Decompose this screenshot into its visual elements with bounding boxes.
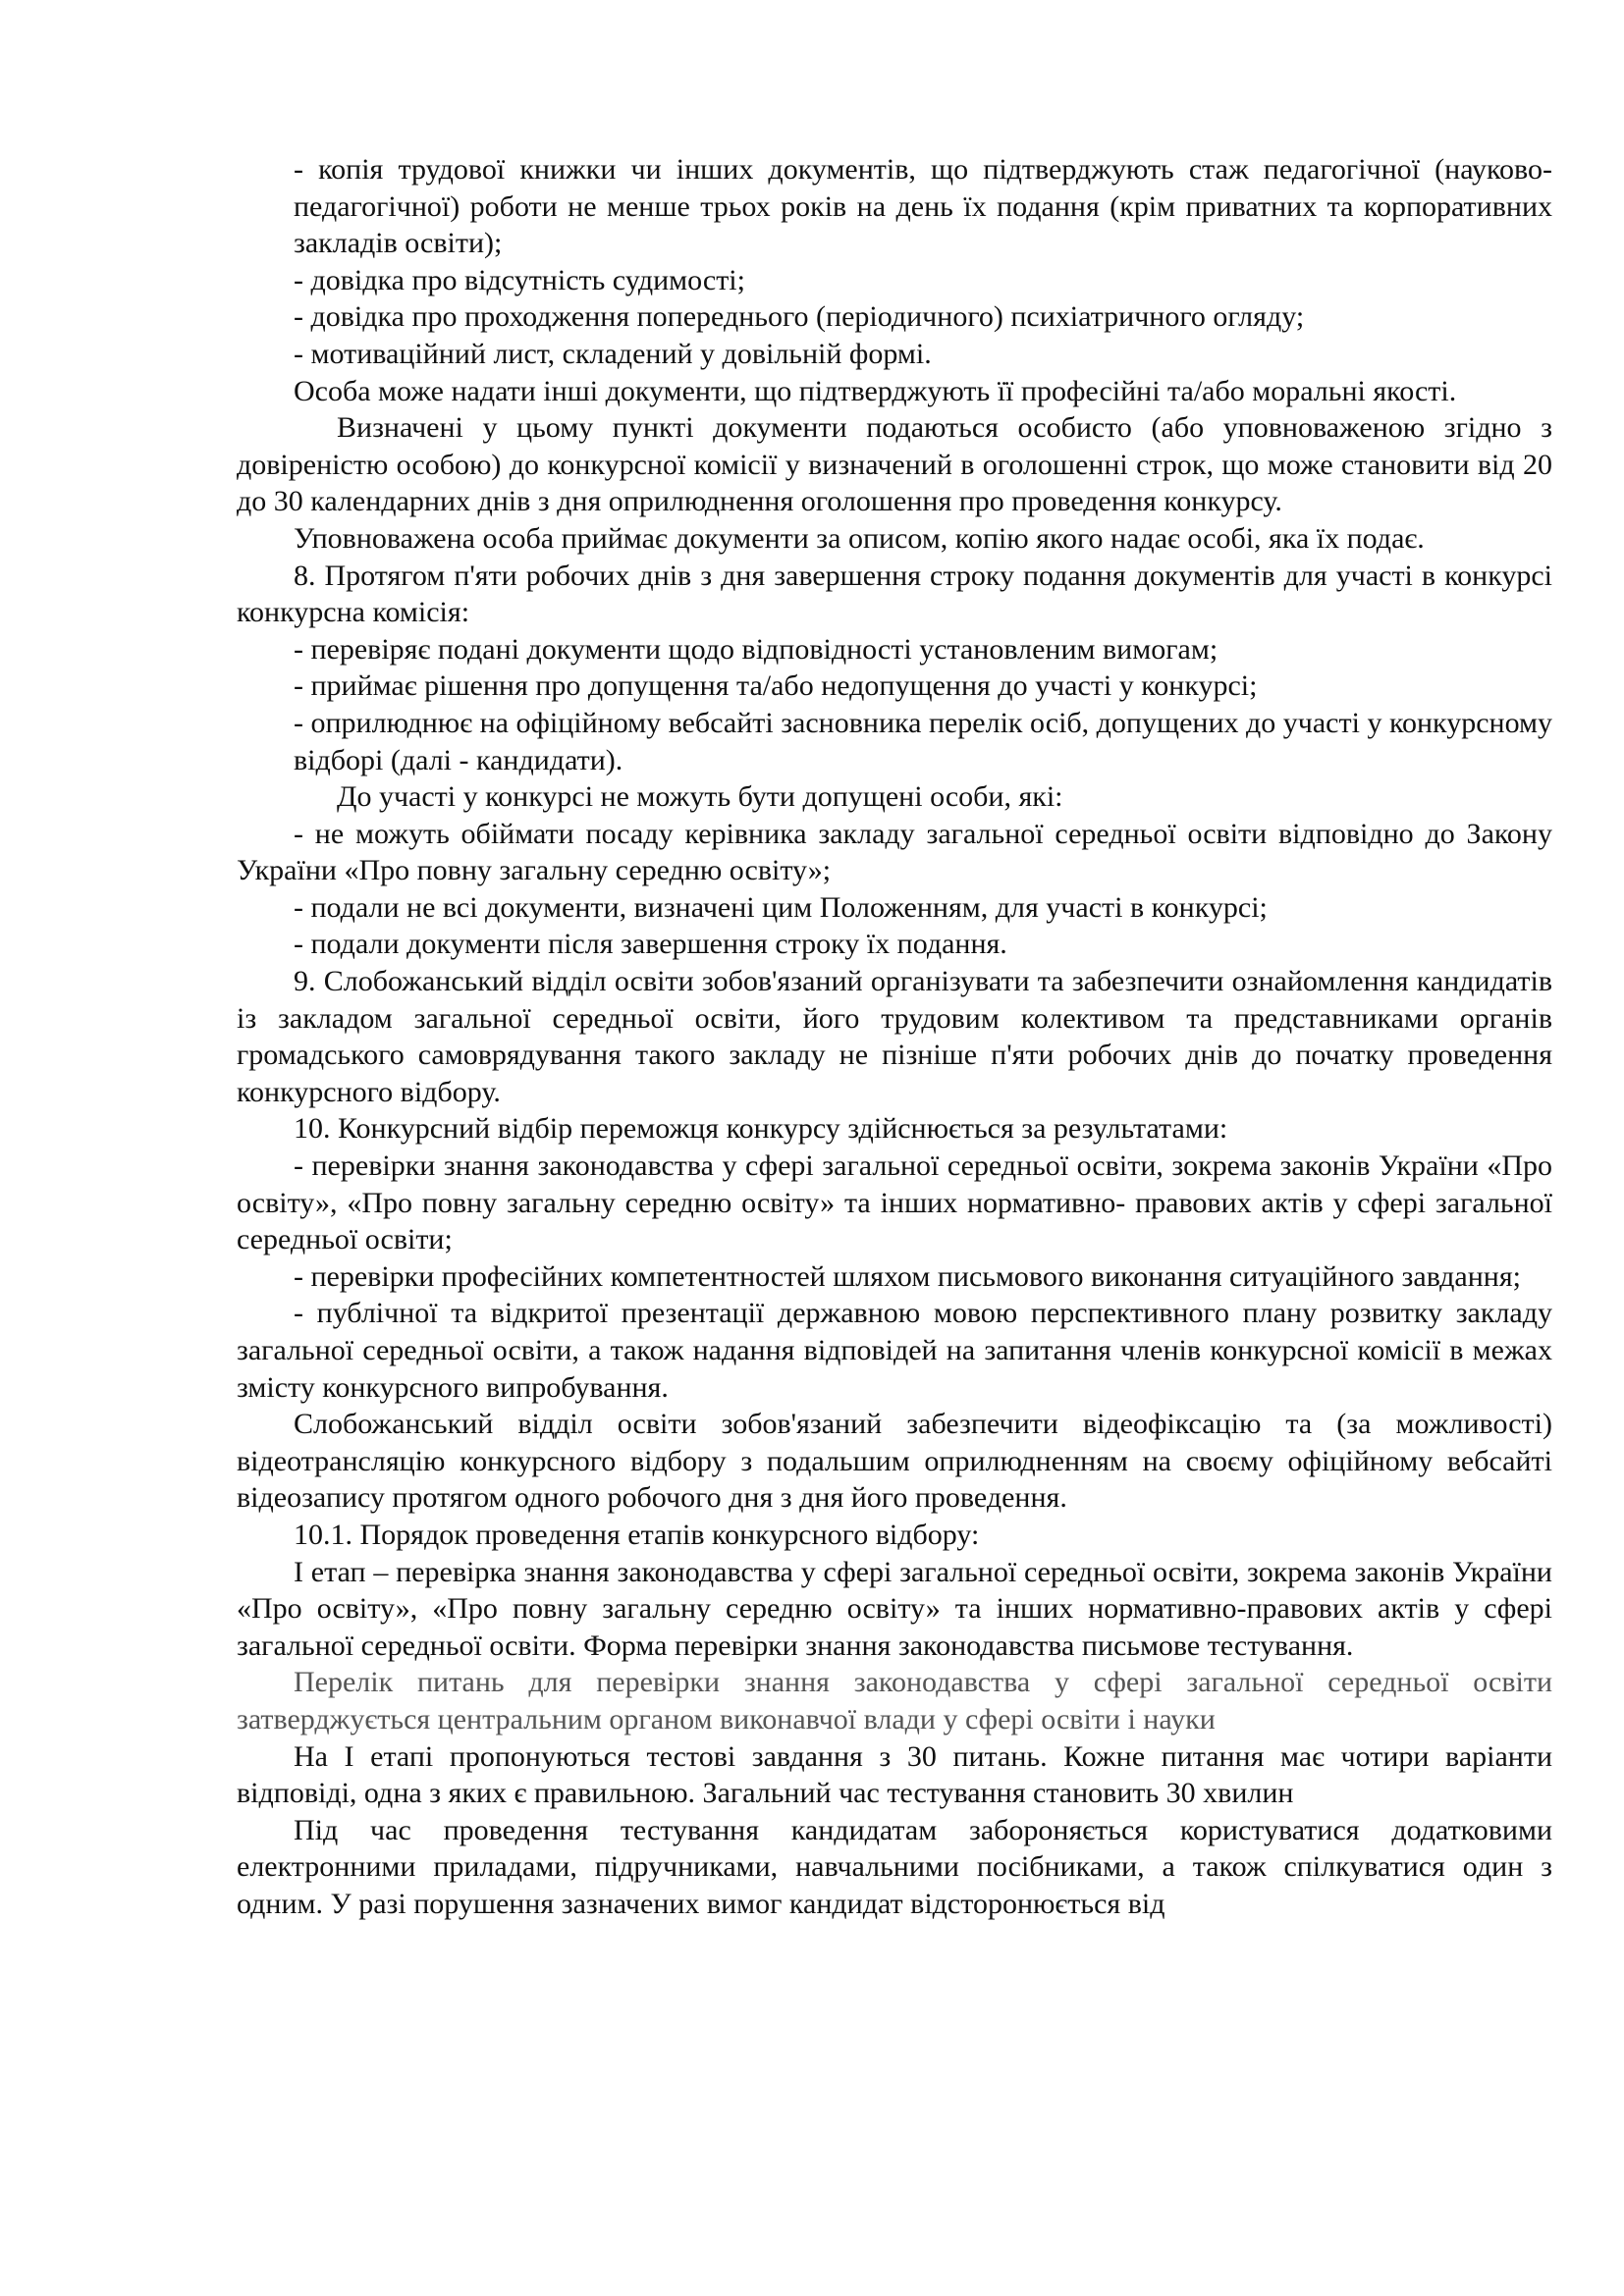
paragraph-incomplete-documents: - подали не всі документи, визначені цим Положенням, для участі в конкурсі; xyxy=(294,890,1268,924)
paragraph-test-rules: Під час проведення тестування кандидатам забороняється користуватися додатковими електронними приладами, підручниками, навчальними посібниками, а також спілкуватися один з одним. У разі порушення зазначених вимог кандидат відсторонюється від xyxy=(237,1813,1552,1920)
paragraph-cannot-hold-position: - не можуть обіймати посаду керівника закладу загальної середньої освіти відповідно до Закону України «Про повну загальну середню освіту»; xyxy=(237,817,1552,887)
paragraph-video-recording: Слобожанський відділ освіти зобов'язаний забезпечити відеофіксацію та (за можливості) відеотрансляцію конкурсного відбору з подальшим оприлюдненням на своєму офіційному вебсайті відеозапису протягом одного робочого дня з дня його проведення. xyxy=(237,1408,1552,1515)
paragraph-competence-check: - перевірки професійних компетентностей шляхом письмового виконання ситуаційного завдання; xyxy=(294,1259,1521,1293)
paragraph-late-documents: - подали документи після завершення строку їх подання. xyxy=(294,928,1007,961)
paragraph-presentation: - публічної та відкритої презентації державною мовою перспективного плану розвитку закладу загальної середньої освіти, а також надання відповідей на запитання членів конкурсної комісії в межах змісту конкурсного випробування. xyxy=(237,1297,1552,1404)
paragraph-admission-decision: - приймає рішення про допущення та/або недопущення до участі у конкурсі; xyxy=(294,669,1258,703)
paragraph-not-admitted-heading: До участі у конкурсі не можуть бути допущені особи, які: xyxy=(337,780,1063,814)
paragraph-labor-book-copy: - копія трудової книжки чи інших документів, що підтверджують стаж педагогічної (науково-педагогічної) роботи не менше трьох років на день їх подання (крім приватних та корпоративних закладів освіти); xyxy=(294,153,1552,260)
paragraph-item-10-1: 10.1. Порядок проведення етапів конкурсного відбору: xyxy=(294,1518,980,1551)
paragraph-item-10: 10. Конкурсний відбір переможця конкурсу здійснюється за результатами: xyxy=(294,1112,1228,1146)
paragraph-stage-1: І етап – перевірка знання законодавства у сфері загальної середньої освіти, зокрема законів України «Про освіту», «Про повну загальну середню освіту» та інших нормативно-правових актів у сфері загальної середньої освіти. Форма перевірки знання законодавства письмове тестування. xyxy=(237,1555,1552,1662)
paragraph-motivation-letter: - мотиваційний лист, складений у довільній формі. xyxy=(294,337,932,370)
paragraph-psychiatric-exam: - довідка про проходження попереднього (періодичного) психіатричного огляду; xyxy=(294,300,1305,334)
paragraph-authorized-person: Уповноважена особа приймає документи за описом, копію якого надає особі, яка їх подає. xyxy=(294,521,1425,555)
paragraph-question-list: Перелік питань для перевірки знання законодавства у сфері загальної середньої освіти затверджується центральним органом виконавчої влади у сфері освіти і науки xyxy=(237,1666,1552,1735)
paragraph-item-9: 9. Слобожанський відділ освіти зобов'язаний організувати та забезпечити ознайомлення кандидатів із закладом загальної середньої освіти, його трудовим колективом та представниками органів громадського самоврядування такого закладу не пізніше п'яти робочих днів до початку проведення конкурсного відбору. xyxy=(237,965,1552,1108)
paragraph-legislation-check: - перевірки знання законодавства у сфері загальної середньої освіти, зокрема законів України «Про освіту», «Про повну загальну середню освіту» та інших нормативно- правових актів у сфері загальної середньої освіти; xyxy=(237,1149,1552,1256)
paragraph-checks-documents: - перевіряє подані документи щодо відповідності установленим вимогам; xyxy=(294,632,1218,666)
paragraph-no-criminal-record: - довідка про відсутність судимості; xyxy=(294,263,745,296)
paragraph-test-tasks: На І етапі пропонуються тестові завдання з 30 питань. Кожне питання має чотири варіанти відповіді, одна з яких є правильною. Загальний час тестування становить 30 хвилин xyxy=(237,1739,1552,1810)
document-page xyxy=(237,151,1552,1923)
paragraph-other-documents: Особа може надати інші документи, що підтверджують її професійні та/або моральні якості. xyxy=(294,374,1457,407)
paragraph-documents-submission: Визначені у цьому пункті документи подаються особисто (або уповноваженою згідно з довіреністю особою) до конкурсної комісії у визначений в оголошенні строк, що може становити від 20 до 30 календарних днів з дня оприлюднення оголошення про проведення конкурсу. xyxy=(237,411,1552,518)
paragraph-item-8: 8. Протягом п'яти робочих днів з дня завершення строку подання документів для участі в конкурсі конкурсна комісія: xyxy=(237,559,1552,629)
paragraph-publishes-list: - оприлюднює на офіційному вебсайті засновника перелік осіб, допущених до участі у конкурсному відборі (далі - кандидати). xyxy=(294,706,1552,776)
